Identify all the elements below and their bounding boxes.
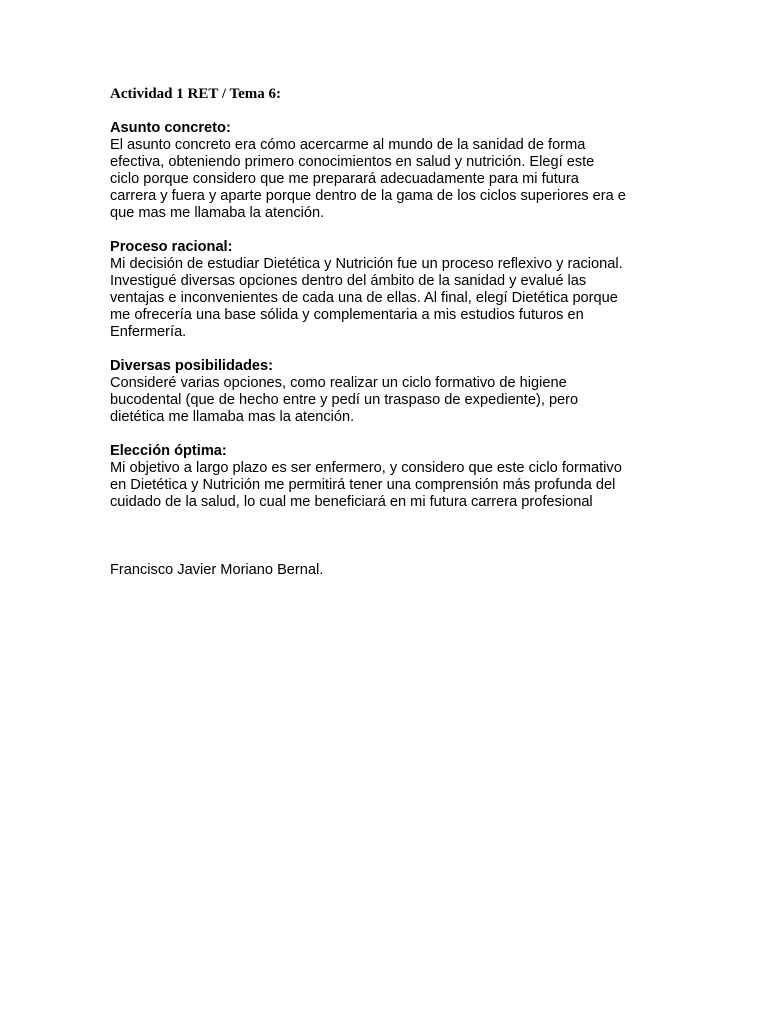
section-heading: Proceso racional: — [110, 239, 233, 255]
section-heading: Elección óptima: — [110, 443, 227, 459]
section-diversas-posibilidades — [110, 358, 660, 426]
section-proceso-racional — [110, 239, 660, 341]
section-body: Consideré varias opciones, como realizar un ciclo formativo de higiene bucodental (que de hecho entre y pedí un traspaso de expediente), pero dietética me llamaba mas la atención. — [110, 375, 579, 425]
section-eleccion-optima — [110, 443, 660, 511]
author-signature: Francisco Javier Moriano Bernal. — [110, 562, 324, 578]
section-asunto-concreto — [110, 120, 660, 222]
section-body: Mi decisión de estudiar Dietética y Nutrición fue un proceso reflexivo y racional. Investigué diversas opciones dentro del ámbito de la sanidad y evalué las ventajas e inconvenientes de cada una de ellas. Al final, elegí Dietética porque me ofrecería una base sólida y complementaria a mis estudios futuros en Enfermería. — [110, 256, 623, 340]
section-heading: Diversas posibilidades: — [110, 358, 274, 374]
document-page — [110, 86, 660, 579]
section-body: Mi objetivo a largo plazo es ser enfermero, y considero que este ciclo formativo en Dietética y Nutrición me permitirá tener una comprensión más profunda del cuidado de la salud, lo cual me beneficiará en mi futura carrera profesional — [110, 460, 622, 510]
document-title: Actividad 1 RET / Tema 6: — [110, 86, 281, 102]
section-heading: Asunto concreto: — [110, 120, 231, 136]
section-body: El asunto concreto era cómo acercarme al mundo de la sanidad de forma efectiva, obteniendo primero conocimientos en salud y nutrición. Elegí este ciclo porque considero que me preparará adecuadamente para mi futura carrera y fuera y aparte porque dentro de la gama de los ciclos superiores era e que mas me llamaba la atención. — [110, 137, 626, 221]
